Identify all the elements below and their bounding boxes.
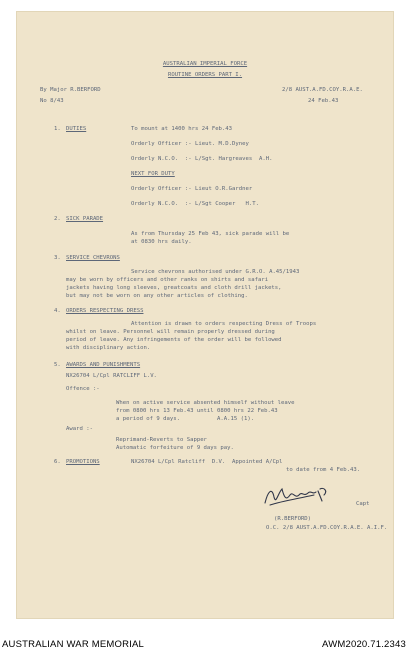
- award-label: Award :-: [66, 426, 93, 432]
- section-5-number: 5.: [54, 362, 61, 368]
- issued-by: By Major R.BERFORD: [40, 87, 101, 93]
- order-number: No 8/43: [40, 98, 64, 104]
- section-2-number: 2.: [54, 216, 61, 222]
- section-4-line: Attention is drawn to orders respecting Dress of Troops: [131, 321, 317, 327]
- order-date: 24 Feb.43: [308, 98, 339, 104]
- section-4-line: with disciplinary action.: [66, 345, 151, 351]
- orderly-officer: Orderly Officer :- Lieut. M.D.Dyney: [131, 141, 249, 147]
- offence-line: When on active service absented himself without leave: [116, 400, 295, 406]
- award-line: Reprimand-Reverts to Sapper: [116, 437, 207, 443]
- section-3-number: 3.: [54, 255, 61, 261]
- signature-title: O.C. 2/8 AUST.A.FD.COY.R.A.E. A.I.F.: [266, 525, 388, 531]
- section-3-line: but may not be worn on any other articles of clothing.: [66, 293, 248, 299]
- section-2-line: As from Thursday 25 Feb 43, sick parade will be: [131, 231, 290, 237]
- offence-line: a period of 9 days. A.A.15 (1).: [116, 416, 255, 422]
- promotion-line: NX26704 L/Cpl Ratcliff D.V. Appointed A/Cpl: [131, 459, 283, 465]
- force-heading: AUSTRALIAN IMPERIAL FORCE: [162, 61, 248, 67]
- offence-label: Offence :-: [66, 386, 100, 392]
- next-for-duty: NEXT FOR DUTY: [131, 171, 175, 177]
- section-5-title: AWARDS AND PUNISHMENTS: [66, 362, 141, 368]
- footer-institution: AUSTRALIAN WAR MEMORIAL: [2, 639, 145, 650]
- next-orderly-nco: Orderly N.C.O. :- L/Sgt Cooper H.T.: [131, 201, 259, 207]
- section-1-number: 1.: [54, 126, 61, 132]
- signature-capt: Capt: [356, 501, 370, 507]
- section-3-line: jackets having long sleeves, greatcoats and cloth drill jackets,: [66, 285, 282, 291]
- section-4-line: whilst on leave. Personnel will remain properly dressed during: [66, 329, 275, 335]
- section-3-line: may be worn by officers and other ranks on shirts and safari: [66, 277, 269, 283]
- document-sheet: [16, 11, 394, 619]
- section-6-title: PROMOTIONS: [66, 459, 100, 465]
- section-4-title: ORDERS RESPECTING DRESS: [66, 308, 144, 314]
- section-6-number: 6.: [54, 459, 61, 465]
- section-1-line: To mount at 1400 hrs 24 Feb.43: [131, 126, 233, 132]
- footer-accession-number: AWM2020.71.2343: [322, 639, 406, 650]
- orders-heading: ROUTINE ORDERS PART I.: [167, 72, 243, 78]
- award-line: Automatic forfeiture of 9 days pay.: [116, 445, 234, 451]
- section-3-line: Service chevrons authorised under G.R.O. A.45/1943: [131, 269, 300, 275]
- offence-line: from 0800 hrs 13 Feb.43 until 0800 hrs 22 Feb.43: [116, 408, 278, 414]
- unit-name: 2/8 AUST.A.FD.COY.R.A.E.: [282, 87, 363, 93]
- next-orderly-officer: Orderly Officer :- Lieut O.R.Gardner: [131, 186, 253, 192]
- section-4-number: 4.: [54, 308, 61, 314]
- section-1-title: DUTIES: [66, 126, 87, 132]
- section-3-title: SERVICE CHEVRONS: [66, 255, 120, 261]
- orderly-nco: Orderly N.C.O. :- L/Sgt. Hargreaves A.H.: [131, 156, 273, 162]
- section-2-title: SICK PARADE: [66, 216, 104, 222]
- section-4-line: period of leave. Any infringements of the order will be followed: [66, 337, 282, 343]
- signature-name: (R.BERFORD): [274, 516, 312, 522]
- promotion-line: to date from 4 Feb.43.: [286, 467, 361, 473]
- offender: NX26704 L/Cpl RATCLIFF L.V.: [66, 373, 157, 379]
- handwritten-signature: [262, 483, 337, 511]
- section-2-line: at 0830 hrs daily.: [131, 239, 192, 245]
